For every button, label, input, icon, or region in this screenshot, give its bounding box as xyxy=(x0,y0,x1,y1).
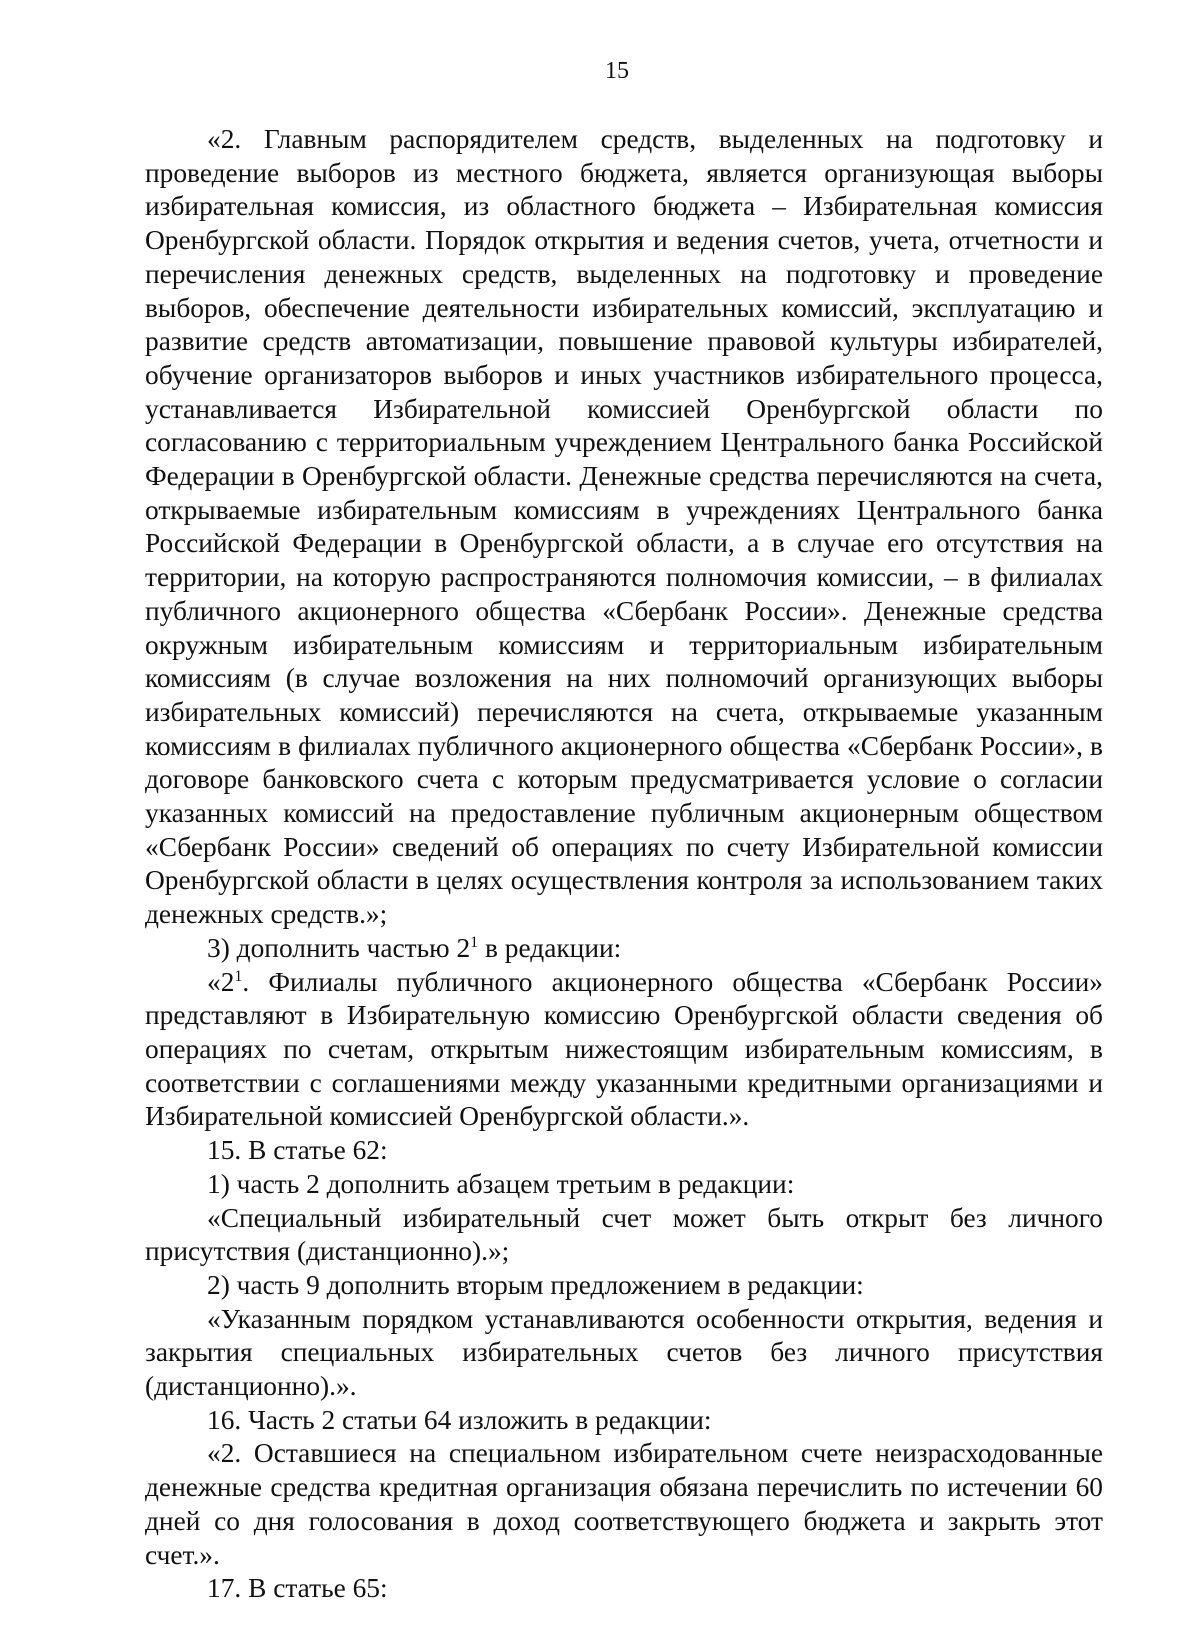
paragraph-subitem-2: 2) часть 9 дополнить вторым предложением в редакции: xyxy=(207,1269,864,1300)
paragraph-part-2-1-text xyxy=(145,966,1103,1135)
paragraph-item-15: 15. В статье 62: xyxy=(207,1135,388,1166)
paragraph-item-16: 16. Часть 2 статьи 64 изложить в редакции: xyxy=(207,1404,712,1435)
paragraph-text: . Филиалы публичного акционерного общества «Сбербанк России» представляют в Избирательную комиссию Оренбургской области сведения об операциях по счетам, открытым нижестоящим избирательным комиссиям, в соответствии с соглашениями между указанными кредитными организациями и Избирательной комиссией Оренбургской области.». xyxy=(145,966,1103,1132)
paragraph-add-part-2-1 xyxy=(145,932,1103,966)
page-number: 15 xyxy=(605,58,629,84)
paragraph-subitem-1: 1) часть 2 дополнить абзацем третьим в редакции: xyxy=(207,1168,795,1199)
paragraph-article-2-main-administrator: «2. Главным распорядителем средств, выделенных на подготовку и проведение выборов из местного бюджета, является организующая выборы избирательная комиссия, из областного бюджета – Избирательная комиссия Оренбургской области. Порядок открытия и ведения счетов, учета, отчетности и перечисления денежных средств, выделенных на подготовку и проведение выборов, обеспечение деятельности избирательных комиссий, эксплуатацию и развитие средств автоматизации, повышение правовой культуры избирателей, обучение организаторов выборов и иных участников избирательного процесса, устанавливается Избирательной комиссией Оренбургской области по согласованию с территориальным учреждением Центрального банка Российской Федерации в Оренбургской области. Денежные средства перечисляются на счета, открываемые избирательным комиссиям в учреждениях Центрального банка Российской Федерации в Оренбургской области, а в случае его отсутствия на территории, на которую распространяются полномочия комиссии, – в филиалах публичного акционерного общества «Сбербанк России». Денежные средства окружным избирательным комиссиям и территориальным избирательным комиссиям (в случае возложения на них полномочий организующих выборы избирательных комиссий) перечисляются на счета, открываемые указанным комиссиям в филиалах публичного акционерного общества «Сбербанк России», в договоре банковского счета с которым предусматривается условие о согласии указанных комиссий на предоставление публичным акционерным обществом «Сбербанк России» сведений об операциях по счету Избирательной комиссии Оренбургской области в целях осуществления контроля за использованием таких денежных средств.»; xyxy=(145,124,1103,930)
paragraph-special-account-remote: «Специальный избирательный счет может быть открыт без личного присутствия (дистанционно).»; xyxy=(145,1202,1103,1267)
paragraph-order-specifics: «Указанным порядком устанавливаются особенности открытия, ведения и закрытия специальных избирательных счетов без личного присутствия (дистанционно).». xyxy=(145,1303,1103,1402)
paragraph-unspent-funds: «2. Оставшиеся на специальном избирательном счете неизрасходованные денежные средства кредитная организация обязана перечислить по истечении 60 дней со дня голосования в доход соответствующего бюджета и закрыть этот счет.». xyxy=(145,1438,1103,1570)
paragraph-text: «2 xyxy=(207,966,235,997)
paragraph-item-17: 17. В статье 65: xyxy=(207,1573,388,1604)
paragraph-text: в редакции: xyxy=(478,932,622,963)
document-body xyxy=(145,123,1103,1606)
paragraph-text: 3) дополнить частью 2 xyxy=(207,932,471,963)
superscript: 1 xyxy=(470,933,479,951)
superscript: 1 xyxy=(234,967,243,985)
